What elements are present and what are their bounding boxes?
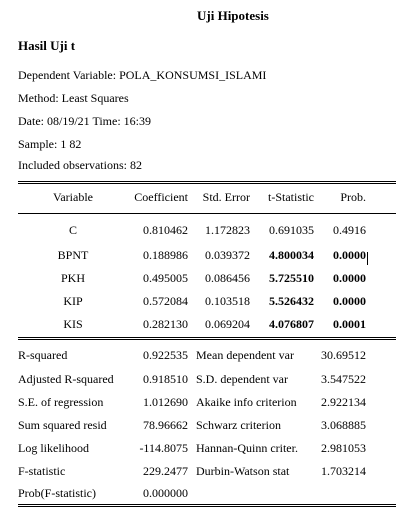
cell-prob: 0.4916 <box>333 223 366 237</box>
stat-label-left: S.E. of regression <box>18 395 104 409</box>
table-top-rule-1 <box>18 181 396 182</box>
stat-value-left: 0.000000 <box>143 486 188 500</box>
dependent-variable: Dependent Variable: POLA_KONSUMSI_ISLAMI <box>18 68 267 82</box>
stat-label-right: Hannan-Quinn criter. <box>196 441 298 455</box>
cell-prob: 0.0000 <box>333 294 366 308</box>
cell-variable: KIS <box>63 317 83 331</box>
cell-coefficient: 0.188986 <box>143 248 188 262</box>
stat-label-right: Akaike info criterion <box>196 395 297 409</box>
stat-value-right: 3.547522 <box>321 372 366 386</box>
stat-value-right: 2.922134 <box>321 395 366 409</box>
stat-label-right: Mean dependent var <box>196 348 294 362</box>
cell-coefficient: 0.572084 <box>143 294 188 308</box>
stat-value-left: 0.918510 <box>143 372 188 386</box>
stat-value-left: 0.922535 <box>143 348 188 362</box>
cell-std-error: 0.039372 <box>205 248 250 262</box>
stat-label-left: R-squared <box>18 348 68 362</box>
cell-t-statistic: 4.076807 <box>269 317 314 331</box>
stat-value-right: 1.703214 <box>321 464 366 478</box>
coef-bottom-rule-2 <box>18 339 396 340</box>
stat-label-left: F-statistic <box>18 464 66 478</box>
stat-value-left: 229.2477 <box>143 464 188 478</box>
text-cursor <box>367 252 368 265</box>
cell-prob: 0.0001 <box>333 317 366 331</box>
stat-value-right: 30.69512 <box>321 348 366 362</box>
stat-label-left: Sum squared resid <box>18 418 107 432</box>
method: Method: Least Squares <box>18 91 129 105</box>
stat-value-left: 1.012690 <box>143 395 188 409</box>
col-header-std-error: Std. Error <box>202 190 250 204</box>
cell-std-error: 0.086456 <box>205 271 250 285</box>
table-bottom-rule-1 <box>18 504 396 505</box>
table-bottom-rule-2 <box>18 506 396 507</box>
stat-value-right: 2.981053 <box>321 441 366 455</box>
stat-label-left: Log likelihood <box>18 441 89 455</box>
section-title: Hasil Uji t <box>18 38 76 53</box>
cell-std-error: 0.069204 <box>205 317 250 331</box>
cell-variable: C <box>68 223 77 237</box>
cell-coefficient: 0.495005 <box>143 271 188 285</box>
cell-prob: 0.0000 <box>333 248 366 262</box>
col-header-prob: Prob. <box>340 190 366 204</box>
page-title: Uji Hipotesis <box>197 8 269 23</box>
cell-variable: BPNT <box>57 248 89 262</box>
stat-label-left: Prob(F-statistic) <box>18 486 96 500</box>
cell-t-statistic: 0.691035 <box>269 223 314 237</box>
cell-std-error: 0.103518 <box>205 294 250 308</box>
coef-bottom-rule-1 <box>18 337 396 338</box>
cell-std-error: 1.172823 <box>205 223 250 237</box>
stat-label-right: Schwarz criterion <box>196 418 281 432</box>
col-header-coefficient: Coefficient <box>134 190 188 204</box>
cell-variable: KIP <box>63 294 83 308</box>
included-observations: Included observations: 82 <box>18 158 142 172</box>
col-header-variable: Variable <box>53 190 93 204</box>
stat-value-left: -114.8075 <box>139 441 188 455</box>
stat-label-right: S.D. dependent var <box>196 372 288 386</box>
table-top-rule-2 <box>18 183 396 184</box>
cell-prob: 0.0000 <box>333 271 366 285</box>
cell-coefficient: 0.282130 <box>143 317 188 331</box>
sample: Sample: 1 82 <box>18 137 82 151</box>
stat-label-left: Adjusted R-squared <box>18 372 114 386</box>
header-rule <box>18 213 396 214</box>
stat-value-right: 3.068885 <box>321 418 366 432</box>
cell-t-statistic: 5.725510 <box>269 271 314 285</box>
cell-variable: PKH <box>60 271 85 285</box>
stat-value-left: 78.96662 <box>143 418 188 432</box>
col-header-t-statistic: t-Statistic <box>268 190 314 204</box>
date-time: Date: 08/19/21 Time: 16:39 <box>18 114 152 128</box>
cell-t-statistic: 4.800034 <box>269 248 314 262</box>
cell-coefficient: 0.810462 <box>143 223 188 237</box>
stat-label-right: Durbin-Watson stat <box>196 464 290 478</box>
cell-t-statistic: 5.526432 <box>269 294 314 308</box>
